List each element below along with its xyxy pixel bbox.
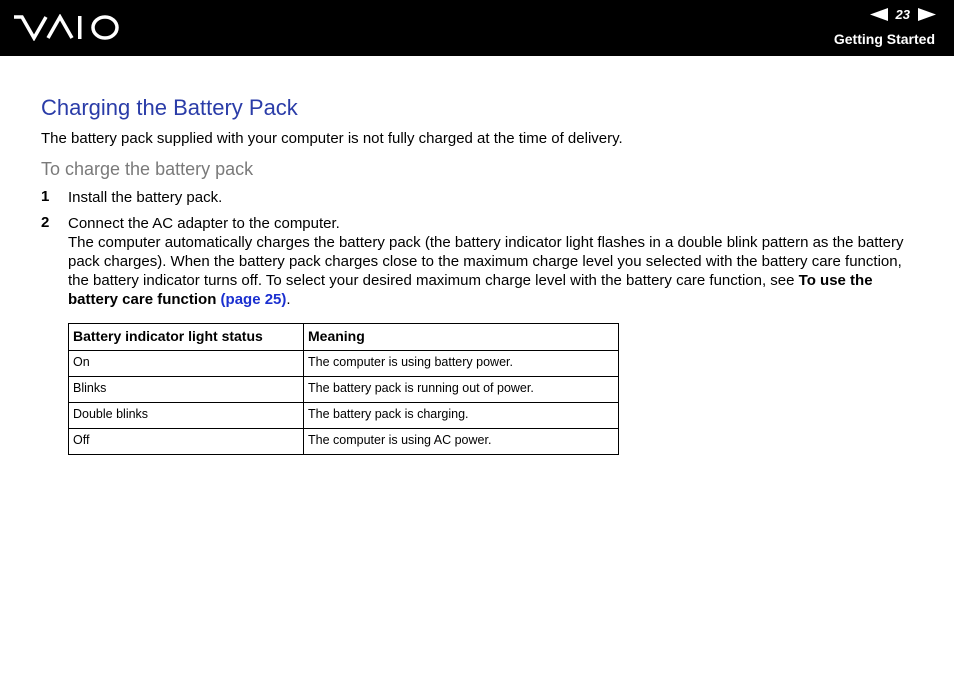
table-row (69, 377, 619, 403)
page-title: Charging the Battery Pack (41, 95, 298, 120)
table-cell: Double blinks (69, 403, 304, 429)
step-block (68, 214, 918, 309)
table-row (69, 403, 619, 429)
step-number: 1 (41, 188, 50, 205)
reference-title: To use the battery care function (68, 272, 873, 308)
step-detail (68, 233, 918, 309)
table-cell: The battery pack is charging. (304, 403, 619, 429)
intro-paragraph: The battery pack supplied with your computer is not fully charged at the time of delivery. (41, 130, 623, 147)
step-text: Connect the AC adapter to the computer. (68, 215, 340, 232)
detail-text: The computer automatically charges the battery pack (the battery indicator light flashes in a double blink pattern as the battery pack charges). When the battery pack charges close to the maximum charge level you selected with the battery care function, the battery indicator turns off. To select your desired maximum charge level with the battery care function, see (68, 234, 904, 289)
table-cell: The computer is using AC power. (304, 429, 619, 455)
table-cell: Off (69, 429, 304, 455)
column-header: Meaning (304, 324, 619, 351)
indicator-table (68, 323, 619, 455)
step-number: 2 (41, 214, 50, 231)
table-row (69, 429, 619, 455)
section-title: Getting Started (833, 31, 935, 47)
header-bar (0, 0, 954, 56)
right-arrow-icon[interactable] (918, 8, 936, 21)
page-number: 23 (895, 7, 910, 22)
detail-end: . (286, 291, 291, 308)
left-arrow-icon[interactable] (870, 8, 888, 21)
table-cell: On (69, 351, 304, 377)
page-link[interactable]: (page 25) (220, 291, 287, 308)
table-cell: The battery pack is running out of power. (304, 377, 619, 403)
step-text: Install the battery pack. (68, 189, 223, 206)
procedure-title: To charge the battery pack (41, 159, 254, 179)
column-header: Battery indicator light status (69, 324, 304, 351)
table-header-row (69, 324, 619, 351)
table-row (69, 351, 619, 377)
table-cell: Blinks (69, 377, 304, 403)
vaio-logo (14, 14, 120, 41)
table-cell: The computer is using battery power. (304, 351, 619, 377)
